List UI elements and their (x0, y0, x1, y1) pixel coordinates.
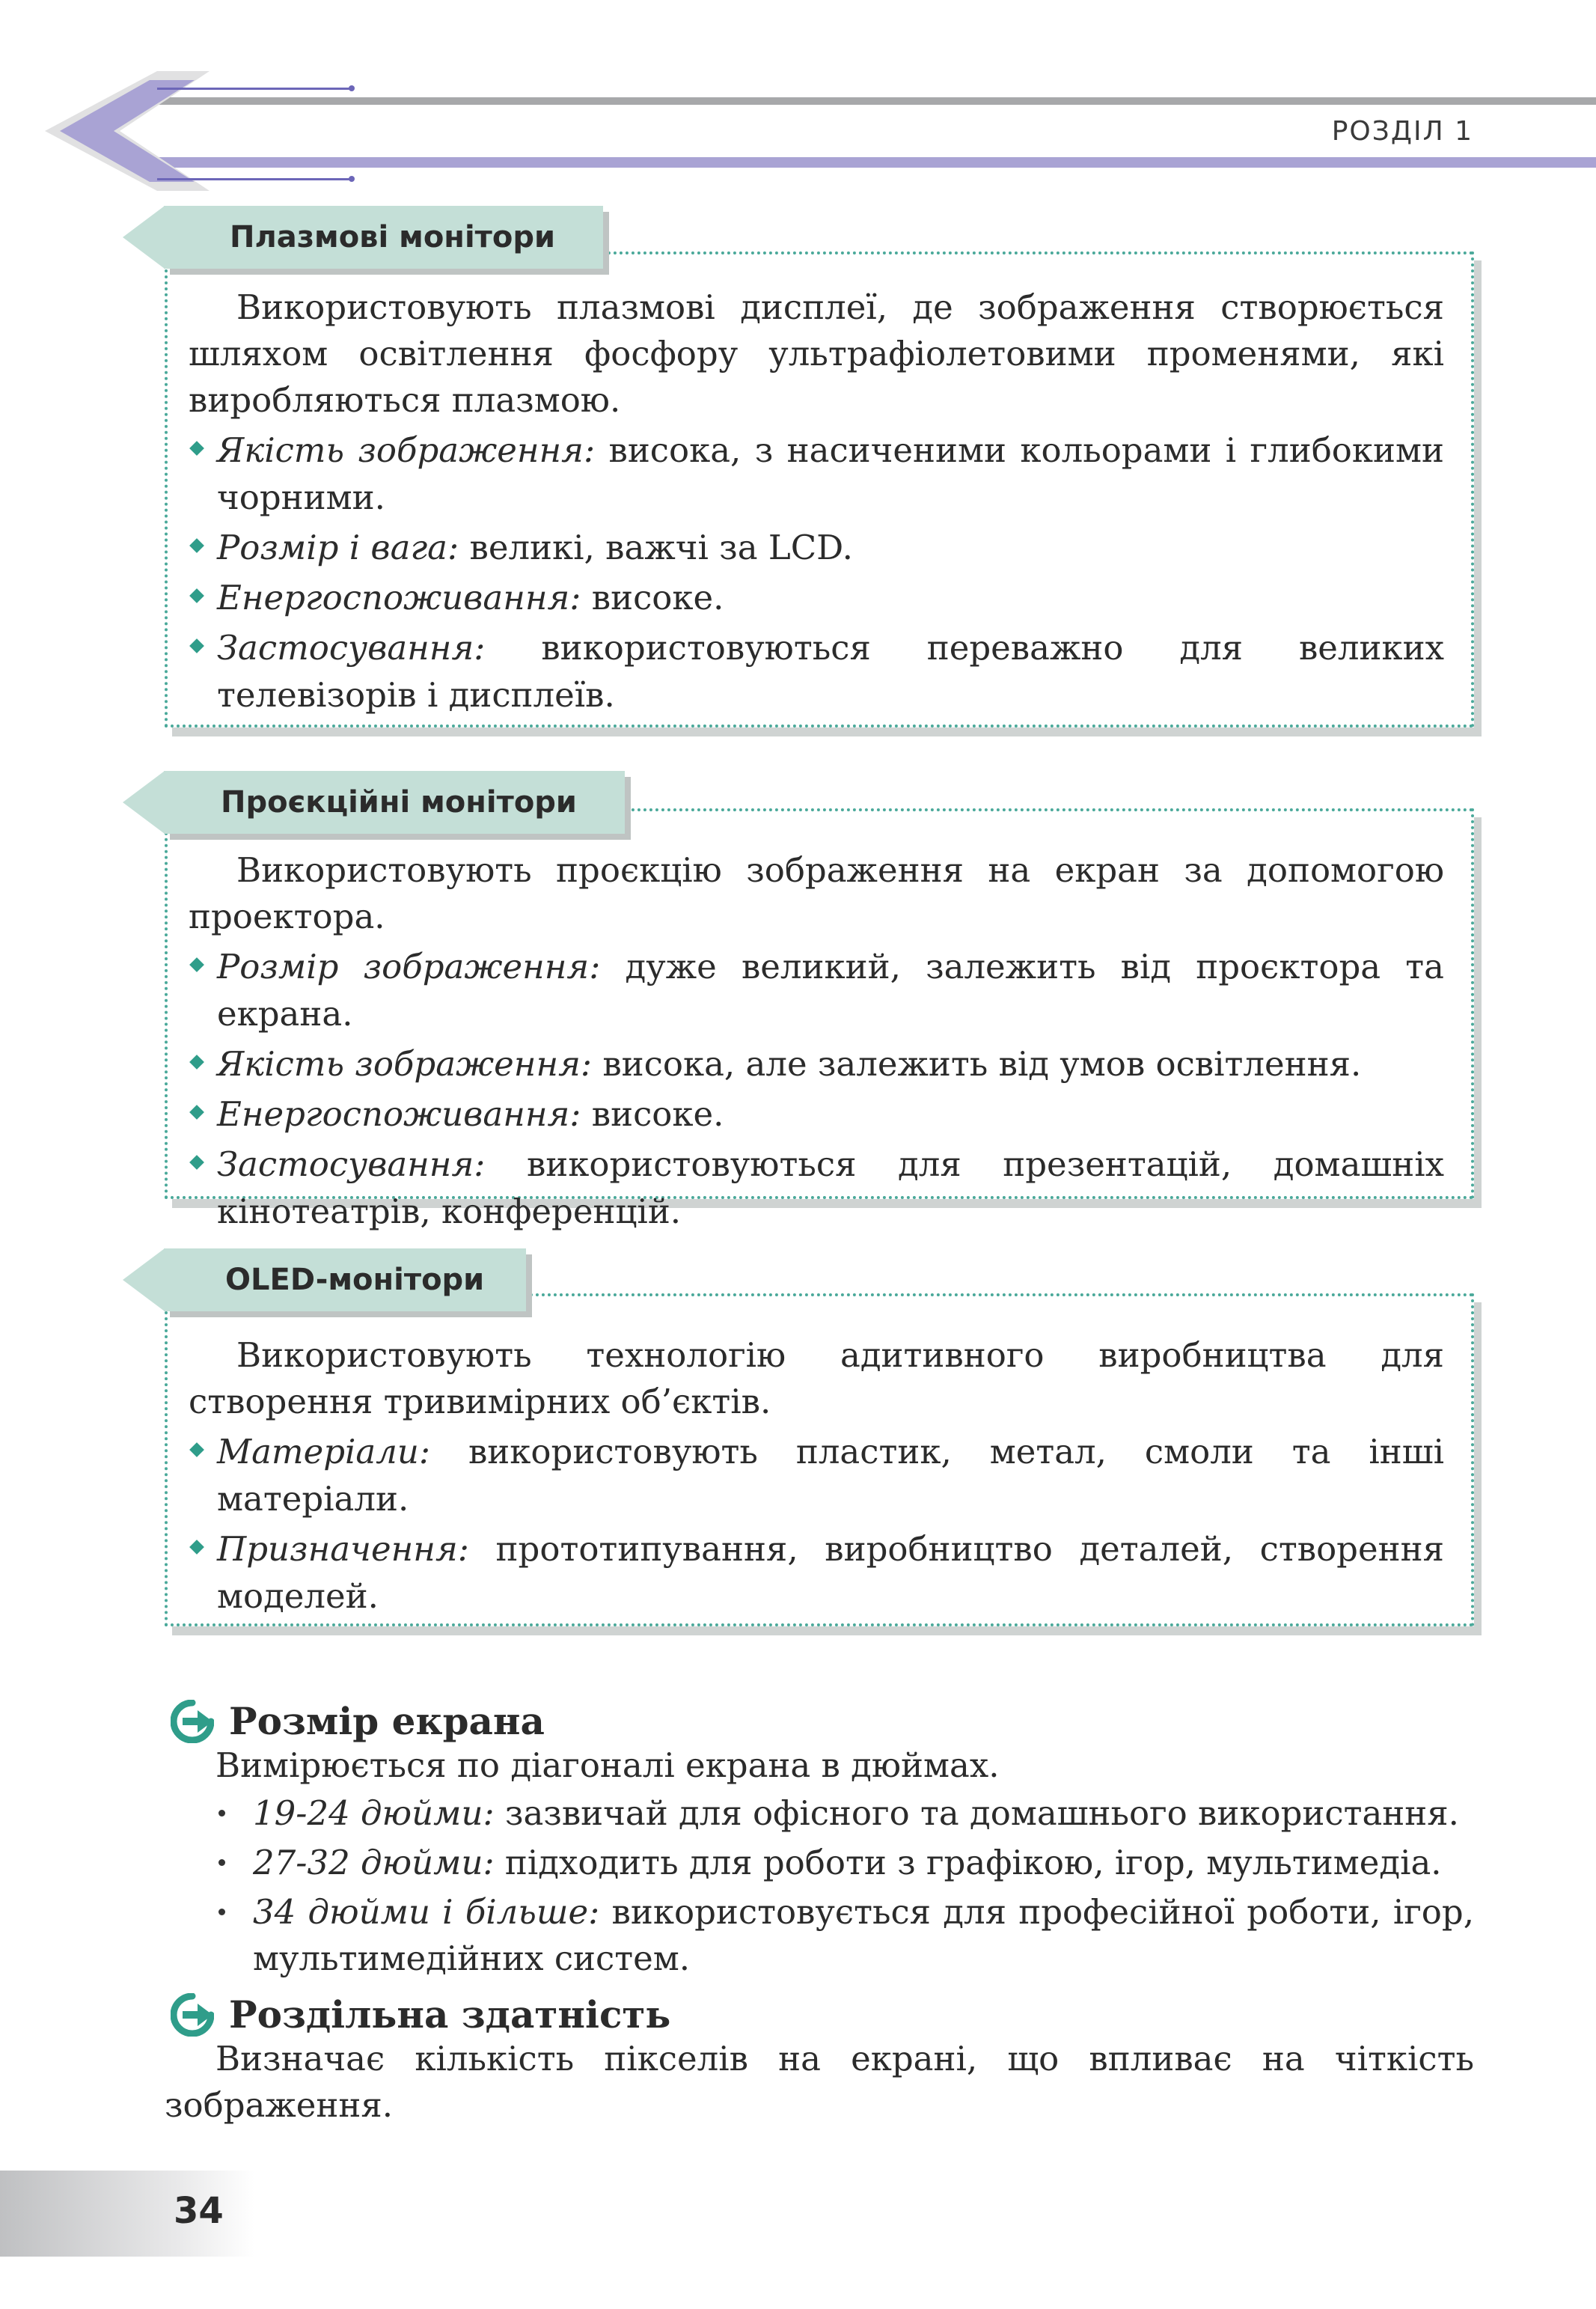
feature-list (189, 943, 1444, 1235)
list-item (189, 1428, 1444, 1522)
item-term: 27-32 дюйми: (253, 1843, 495, 1882)
diamond-bullet-icon (189, 1055, 204, 1070)
item-term: Якість зображення: (217, 1044, 593, 1084)
tab-arrow-icon (123, 206, 165, 269)
info-box-plasma (165, 251, 1474, 728)
box-title: OLED-монітори (225, 1263, 485, 1297)
list-item (189, 1141, 1444, 1235)
bullet-dot-icon (218, 1859, 225, 1866)
info-box-projection (165, 808, 1474, 1231)
header-dot-bottom (349, 176, 355, 182)
item-text: дуже великий, залежить від проєктора та екрана. (217, 947, 1445, 1034)
item-term: Розмір і вага: (217, 528, 459, 567)
screen-size-text: Вимірюється по діагоналі екрана в дюймах. (215, 1745, 1000, 1785)
list-item (189, 624, 1444, 719)
tab-arrow-icon (123, 771, 165, 834)
box-title-tab (123, 771, 625, 834)
diamond-bullet-icon (189, 638, 204, 653)
item-text: використовується для професійної роботи, ігор, мультимедійних систем. (253, 1892, 1475, 1978)
diamond-bullet-icon (189, 538, 204, 553)
list-item (189, 524, 1444, 571)
diamond-bullet-icon (189, 1540, 204, 1555)
info-box-oled (165, 1293, 1474, 1626)
item-term: 19-24 дюйми: (253, 1793, 495, 1833)
box-intro: Використовують проєкцію зображення на екран за допомогою проектора. (189, 850, 1444, 936)
item-text: підходить для роботи з графікою, ігор, мультимедіа. (494, 1843, 1442, 1882)
item-text: високе. (581, 1094, 724, 1134)
item-text: прототипування, виробництво деталей, створення моделей. (217, 1529, 1444, 1616)
list-item (189, 1525, 1444, 1620)
list-item (217, 1840, 1474, 1886)
item-term: Енергоспоживання: (217, 578, 581, 617)
header-thin-line-bottom (157, 178, 352, 180)
header-thin-line-top (157, 88, 352, 90)
tab-arrow-icon (123, 1248, 165, 1311)
bullet-dot-icon (218, 1810, 225, 1817)
item-text: використовують пластик, метал, смоли та інші матеріали. (217, 1432, 1444, 1519)
arrow-circle-right-icon (171, 1993, 214, 2037)
bullet-dot-icon (218, 1909, 225, 1915)
subheading-screen-size (171, 1699, 545, 1743)
box-title-tab (123, 1248, 526, 1311)
page-number: 34 (174, 2190, 224, 2232)
item-term: Розмір зображення: (217, 947, 601, 986)
list-item (189, 574, 1444, 621)
item-term: Якість зображення: (217, 430, 596, 470)
box-title-tab (123, 206, 603, 269)
arrow-circle-right-icon (171, 1700, 214, 1743)
item-term: Застосування: (217, 1144, 486, 1184)
diamond-bullet-icon (189, 588, 204, 603)
item-text: зазвичай для офісного та домашнього використання. (494, 1793, 1459, 1833)
item-term: Матеріали: (217, 1432, 431, 1471)
diamond-bullet-icon (189, 441, 204, 456)
feature-list (189, 1428, 1444, 1620)
item-text: висока, з насиченими кольорами і глибокими чорними. (217, 430, 1444, 517)
list-item (189, 943, 1444, 1037)
box-title: Проєкційні монітори (221, 785, 577, 820)
subheading-title: Розмір екрана (229, 1699, 545, 1743)
resolution-text: Визначає кількість пікселів на екрані, що впливає на чіткість зображення. (165, 2039, 1474, 2125)
list-item (189, 1091, 1444, 1138)
feature-list (189, 427, 1444, 719)
box-title: Плазмові монітори (230, 220, 555, 254)
item-text: використовуються для презентацій, домашніх кінотеатрів, конференцій. (217, 1144, 1444, 1231)
list-item (217, 1889, 1474, 1982)
item-term: Застосування: (217, 628, 486, 668)
header-rule-top (150, 97, 1596, 105)
diamond-bullet-icon (189, 1105, 204, 1120)
diamond-bullet-icon (189, 1155, 204, 1170)
item-text: високе. (581, 578, 724, 617)
item-text: великі, важчі за LCD. (459, 528, 853, 567)
box-intro: Використовують плазмові дисплеї, де зображення створюється шляхом освітлення фосфору ультрафіолетовими променями, які виробляються плазмою. (189, 287, 1444, 420)
diamond-bullet-icon (189, 1442, 204, 1457)
item-term: Призначення: (217, 1529, 469, 1569)
item-text: використовуються переважно для великих телевізорів і дисплеїв. (217, 628, 1444, 715)
section-label: РОЗДІЛ 1 (1331, 116, 1473, 147)
item-term: Енергоспоживання: (217, 1094, 581, 1134)
list-item (217, 1790, 1474, 1837)
item-term: 34 дюйми і більше: (253, 1892, 600, 1932)
box-intro: Використовують технологію адитивного виробництва для створення тривимірних об’єктів. (189, 1335, 1444, 1421)
diamond-bullet-icon (189, 957, 204, 972)
list-item (189, 427, 1444, 521)
header-rule-bottom (150, 157, 1596, 168)
screen-size-list (217, 1790, 1474, 1985)
subheading-resolution (171, 1992, 670, 2037)
subheading-title: Роздільна здатність (229, 1992, 671, 2037)
list-item (189, 1040, 1444, 1088)
item-text: висока, але залежить від умов освітлення. (592, 1044, 1362, 1084)
header-dot-top (349, 85, 355, 91)
